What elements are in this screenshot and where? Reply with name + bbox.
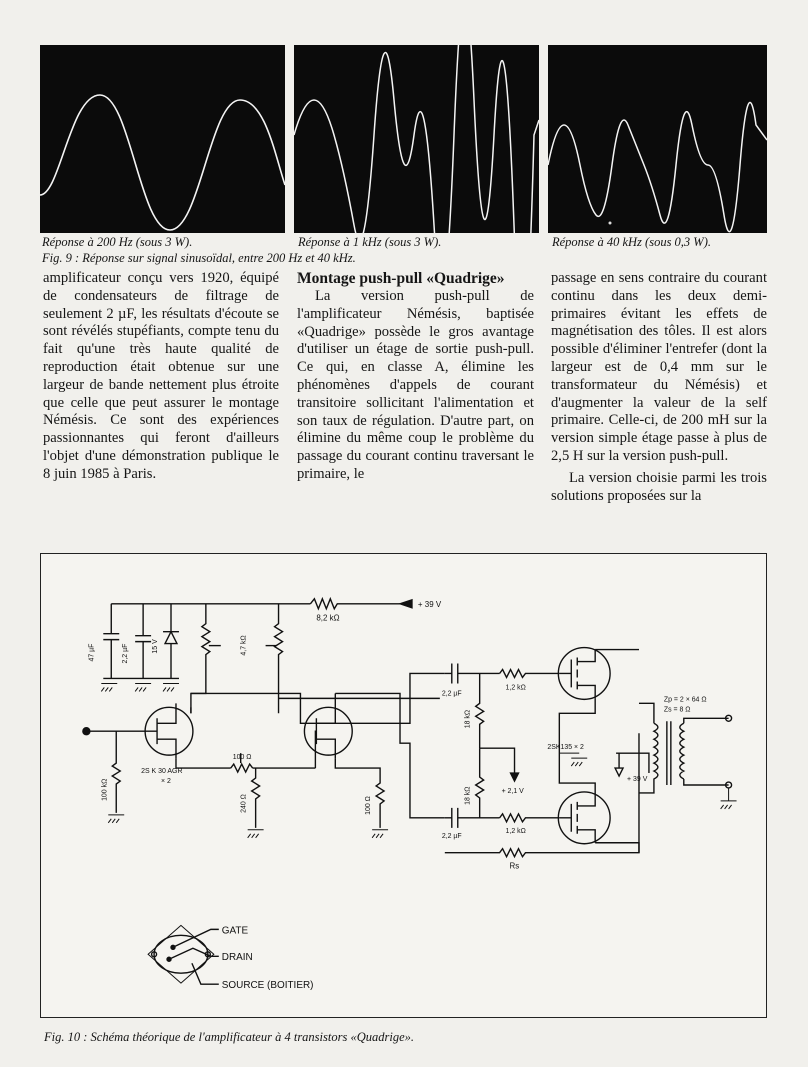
zs-label: Zs = 8 Ω	[663, 706, 691, 714]
paragraph: amplificateur conçu vers 1920, équipé de condensateurs de filtrage de seulement 2 µF, les résultats d'écoute se sont révélés stupéfiants, compte tenu du fait qu'une très haute qualité de reproduction était obtenue sur une largeur de bande nettement plus étroite que celle que peut assurer le montage Némésis. Ce sont des expériences passionnantes qui feront d'ailleurs l'objet d'une démonstration publique le 8 juin 1985 à Paris.	[43, 270, 279, 482]
rs-label: Rs	[509, 861, 520, 871]
section-heading: Montage push-pull «Quadrige»	[297, 270, 505, 287]
r-100k-label: 100 kΩ	[101, 778, 109, 801]
c-47uf-label: 47 µF	[88, 643, 96, 662]
v-39-xfmr-label: + 39 V	[627, 776, 648, 784]
pin-drain-label: DRAIN	[221, 952, 253, 964]
r-18k-top-label: 18 kΩ	[464, 709, 472, 729]
schematic-figure	[40, 553, 767, 1018]
paragraph: La version choisie parmi les trois solutions proposées sur la	[551, 469, 767, 504]
c-in-top-label: 2,2 µF	[441, 690, 462, 698]
pin-gate-label: GATE	[221, 925, 249, 937]
r-47k-label: 4,7 kΩ	[240, 635, 248, 656]
r-12k-bot-label: 1,2 kΩ	[505, 827, 526, 835]
r-100-gate-label: 100 Ω	[232, 754, 252, 762]
jfet-qty-label: × 2	[161, 778, 171, 786]
r-12k-top-label: 1,2 kΩ	[505, 684, 526, 692]
scope-photo-200hz	[40, 45, 285, 233]
r-240-label: 240 Ω	[240, 794, 248, 813]
scope-caption-40khz: Réponse à 40 kHz (sous 0,3 W).	[552, 235, 712, 249]
r-100-top-label: 100 Ω	[365, 796, 373, 815]
text-column-1	[43, 270, 279, 484]
sine-trace	[294, 45, 539, 233]
c-in-bot-label: 2,2 µF	[441, 832, 462, 840]
text-column-2	[297, 270, 534, 484]
c-22uf-label: 2,2 µF	[122, 643, 130, 664]
zp-label: Zp = 2 × 64 Ω	[663, 696, 707, 704]
sine-trace	[548, 103, 767, 232]
r-82k-label: 8,2 kΩ	[316, 613, 340, 623]
paragraph: La version push-pull de l'amplificateur Némésis, baptisée «Quadrige» possède le gros avantage d'utiliser un étage de sortie push-pull. Ce qui, en classe A, élimine les phénomènes d'appels de courant transitoire sollicitant l'alimentation et son taux de régulation. D'autre part, on élimine du même coup le problème du passage du courant continu traversant le primaire, le	[297, 288, 534, 482]
zener-15v-label: 15 V	[152, 639, 160, 654]
r-18k-bot-label: 18 kΩ	[464, 786, 472, 805]
pin-source-label: SOURCE (BOITIER)	[221, 980, 314, 992]
scope-photo-1khz	[294, 45, 539, 233]
scope-photo-40khz	[548, 45, 767, 233]
scope-caption-1khz: Réponse à 1 kHz (sous 3 W).	[298, 235, 442, 249]
fig10-caption: Fig. 10 : Schéma théorique de l'amplificateur à 4 transistors «Quadrige».	[44, 1030, 415, 1044]
paragraph: passage en sens contraire du courant continu dans les deux demi-primaires évitant les effets de magnétisation des tôles. Il est alors possible d'éliminer l'entrefer (dont la largeur est de 0,4 mm sur le transformateur du Némésis) et d'augmenter la valeur de la self primaire. Celle-ci, de 200 mH sur la version simple étage passe à plus de 2,5 H sur la version push-pull.	[551, 270, 767, 464]
v-bias-label: + 2,1 V	[501, 787, 524, 795]
scope-caption-200hz: Réponse à 200 Hz (sous 3 W).	[42, 235, 193, 249]
supply-39v-label: + 39 V	[417, 599, 442, 609]
fig9-caption: Fig. 9 : Réponse sur signal sinusoïdal, entre 200 Hz et 40 kHz.	[42, 251, 356, 265]
mosfet-label: 2SK135 × 2	[547, 744, 584, 752]
sine-trace	[40, 95, 285, 230]
jfet-label: 2S K 30 AGR	[141, 768, 183, 776]
text-column-3	[551, 270, 767, 505]
